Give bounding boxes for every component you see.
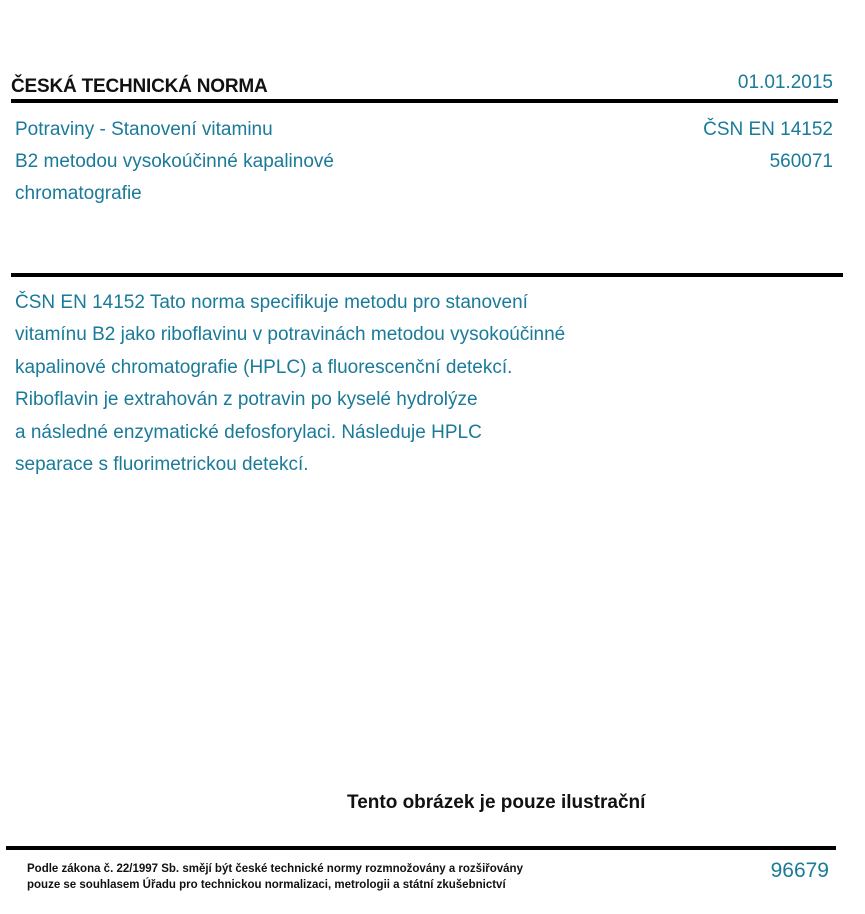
abstract-line: separace s fluorimetrickou detekcí. bbox=[15, 454, 309, 476]
document-id: 96679 bbox=[770, 859, 829, 882]
legal-notice-line: pouze se souhlasem Úřadu pro technickou normalizaci, metrologii a státní zkušebnictví bbox=[27, 879, 506, 891]
legal-notice-line: Podle zákona č. 22/1997 Sb. smějí být české technické normy rozmnožovány a rozšiřovány bbox=[27, 863, 523, 875]
standard-identifiers bbox=[703, 114, 833, 178]
footer-divider bbox=[6, 846, 836, 850]
abstract-line: ČSN EN 14152 Tato norma specifikuje metodu pro stanovení bbox=[15, 292, 528, 313]
abstract-line: kapalinové chromatografie (HPLC) a fluorescenční detekcí. bbox=[15, 356, 513, 378]
header-divider bbox=[11, 99, 838, 103]
section-divider bbox=[11, 273, 843, 277]
standard-designation: ČSN EN 14152 bbox=[703, 119, 833, 140]
publication-date: 01.01.2015 bbox=[737, 72, 833, 93]
standard-title-line: chromatografie bbox=[15, 183, 142, 204]
abstract-line: Riboflavin je extrahován z potravin po kyselé hydrolýze bbox=[15, 389, 478, 411]
standard-title-line: Potraviny - Stanovení vitaminu bbox=[15, 119, 273, 140]
illustration-disclaimer: Tento obrázek je pouze ilustrační bbox=[347, 792, 646, 813]
standard-title bbox=[15, 114, 475, 210]
abstract-line: vitamínu B2 jako riboflavinu v potravinách metodou vysokoúčinné bbox=[15, 324, 566, 346]
classification-number: 560071 bbox=[769, 151, 833, 172]
legal-notice bbox=[27, 861, 523, 893]
standard-title-line: B2 metodou vysokoúčinné kapalinové bbox=[15, 151, 334, 172]
document-type-heading: ČESKÁ TECHNICKÁ NORMA bbox=[11, 76, 268, 97]
abstract-text bbox=[15, 287, 655, 481]
abstract-line: a následné enzymatické defosforylaci. Následuje HPLC bbox=[15, 421, 482, 443]
